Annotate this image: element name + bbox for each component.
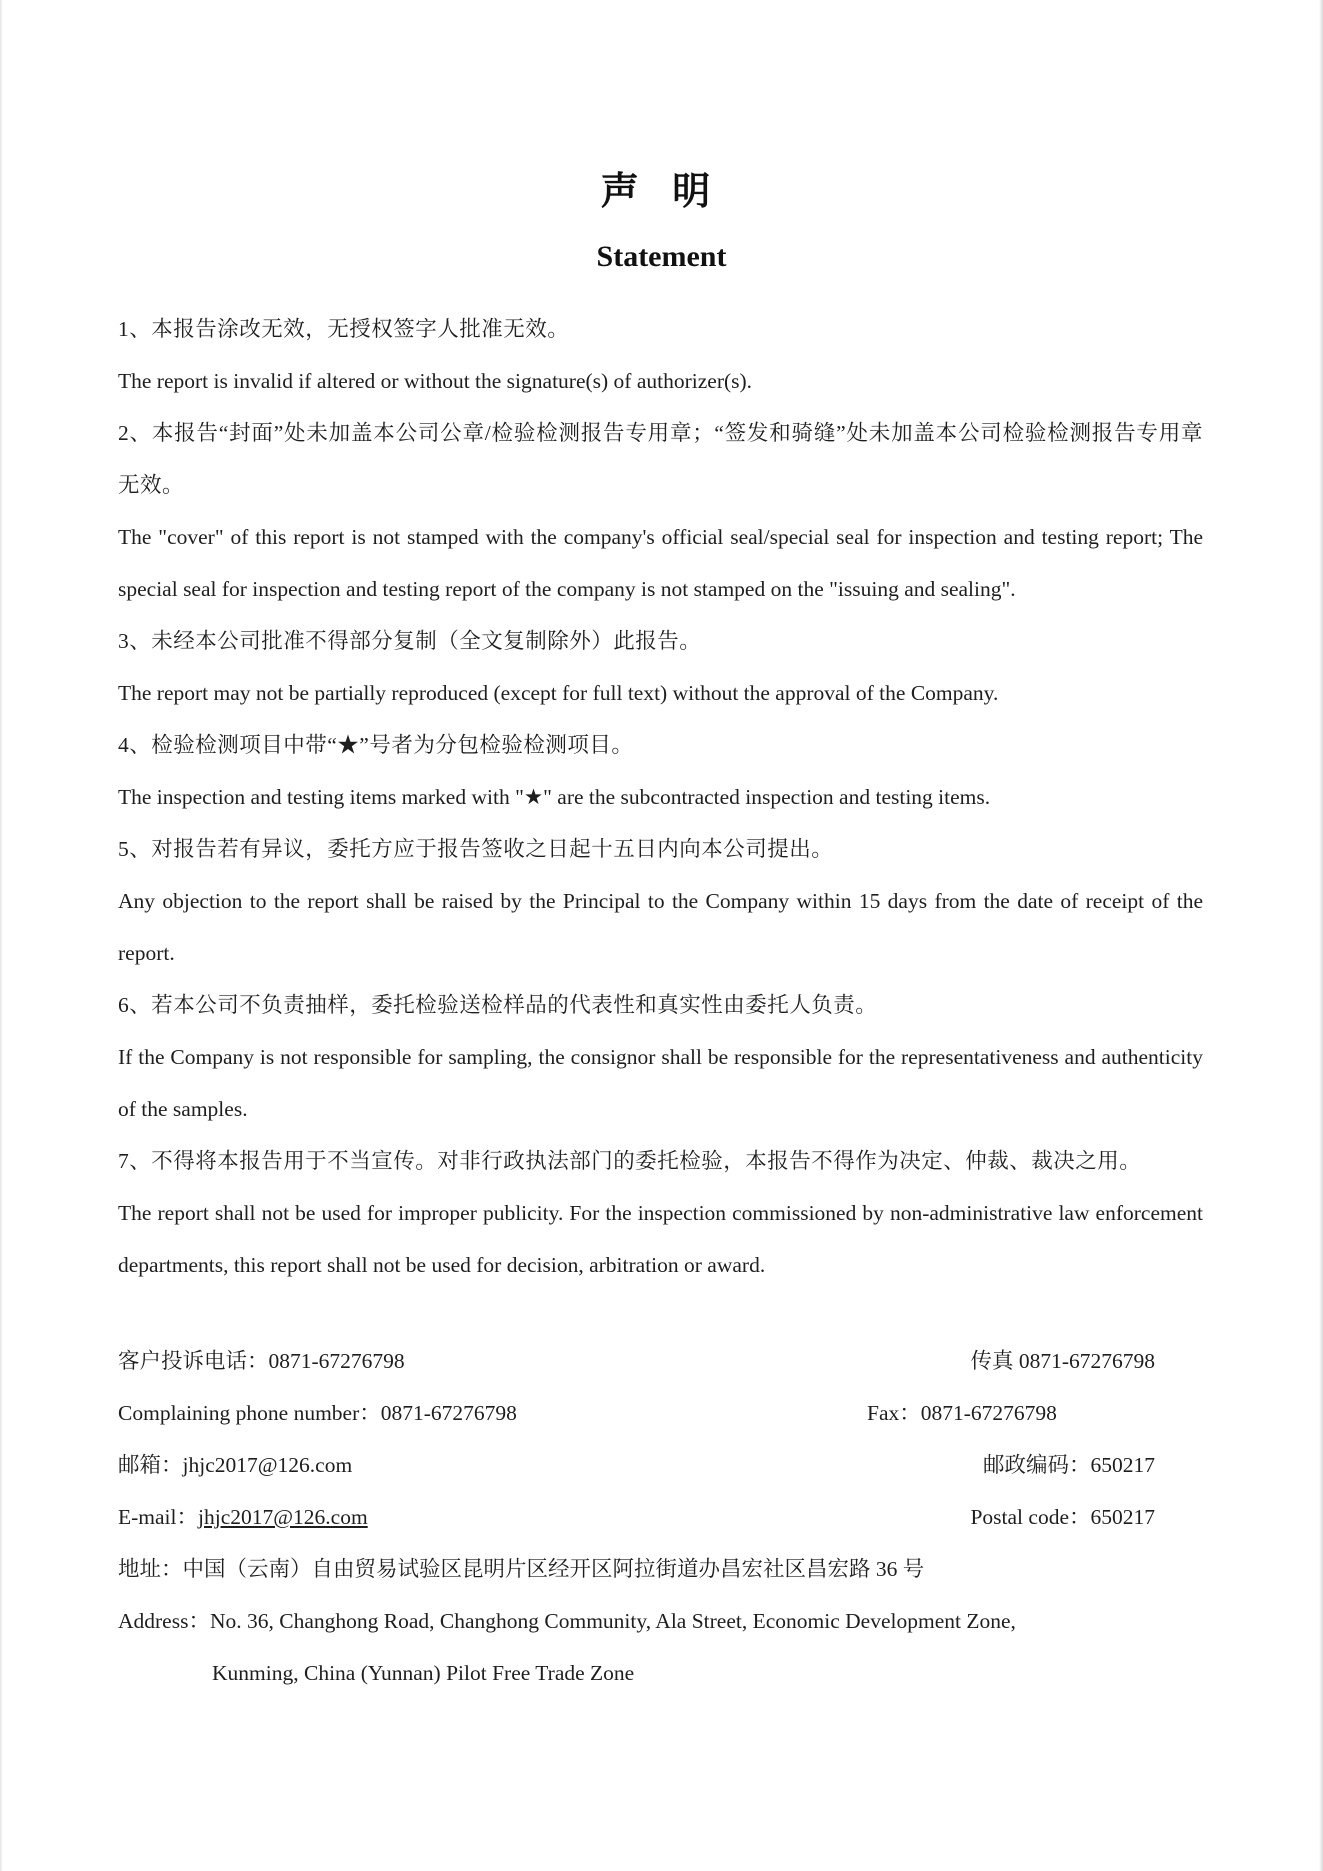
contact-row-address-en bbox=[118, 1595, 1203, 1647]
statement-1-en: The report is invalid if altered or without the signature(s) of authorizer(s). bbox=[118, 369, 753, 393]
page-title-en: Statement bbox=[596, 240, 727, 273]
email-en bbox=[118, 1491, 768, 1543]
contact-block bbox=[118, 1335, 1203, 1699]
postal-code-en: Postal code：650217 bbox=[970, 1505, 1155, 1529]
contact-row-address-cn bbox=[118, 1543, 1203, 1595]
email-link[interactable]: jhjc2017@126.com bbox=[198, 1505, 368, 1529]
statement-3-cn: 3、未经本公司批准不得部分复制（全文复制除外）此报告。 bbox=[118, 629, 702, 653]
statement-2-en: The "cover" of this report is not stamped with the company's official seal/special seal for inspection and testing report; The special seal for inspection and testing report of the company is not stamped on the "issuing and sealing". bbox=[118, 525, 1203, 601]
statement-5-cn: 5、对报告若有异议，委托方应于报告签收之日起十五日内向本公司提出。 bbox=[118, 837, 834, 861]
statement-5-en: Any objection to the report shall be raised by the Principal to the Company within 15 days from the date of receipt of the report. bbox=[118, 889, 1203, 965]
scan-left-edge bbox=[0, 0, 3, 1871]
statement-7-cn: 7、不得将本报告用于不当宣传。对非行政执法部门的委托检验，本报告不得作为决定、仲裁、裁决之用。 bbox=[118, 1149, 1142, 1173]
contact-row-phone-en bbox=[118, 1387, 1203, 1439]
page-title-cn: 声 明 bbox=[600, 171, 723, 213]
statement-7-en: The report shall not be used for improper publicity. For the inspection commissioned by non-administrative law enforcement departments, this report shall not be used for decision, arbitration or award. bbox=[118, 1201, 1203, 1277]
address-cn: 地址：中国（云南）自由贸易试验区昆明片区经开区阿拉街道办昌宏社区昌宏路 36 号 bbox=[118, 1557, 925, 1581]
email-en-label: E-mail： bbox=[118, 1505, 199, 1529]
fax-en: Fax：0871-67276798 bbox=[867, 1401, 1057, 1425]
fax-cn: 传真 0871-67276798 bbox=[970, 1349, 1155, 1373]
contact-row-phone-cn bbox=[118, 1335, 1203, 1387]
email-cn: 邮箱：jhjc2017@126.com bbox=[118, 1453, 353, 1477]
complaint-phone-cn: 客户投诉电话：0871-67276798 bbox=[118, 1349, 405, 1373]
statement-list bbox=[118, 303, 1203, 1291]
statement-4-cn: 4、检验检测项目中带“★”号者为分包检验检测项目。 bbox=[118, 733, 634, 757]
statement-1-cn: 1、本报告涂改无效，无授权签字人批准无效。 bbox=[118, 317, 570, 341]
contact-row-email-en bbox=[118, 1491, 1203, 1543]
scan-right-edge bbox=[1319, 0, 1323, 1871]
statement-6-en: If the Company is not responsible for sampling, the consignor shall be responsible for the representativeness and authenticity of the samples. bbox=[118, 1045, 1203, 1121]
statement-2-cn: 2、本报告“封面”处未加盖本公司公章/检验检测报告专用章；“签发和骑缝”处未加盖本公司检验检测报告专用章无效。 bbox=[118, 421, 1203, 497]
contact-row-address-en-2 bbox=[118, 1647, 1203, 1699]
address-en-line1: Address：No. 36, Changhong Road, Changhong Community, Ala Street, Economic Development Zone, bbox=[118, 1609, 1016, 1633]
contact-row-email-cn bbox=[118, 1439, 1203, 1491]
postal-code-cn: 邮政编码：650217 bbox=[982, 1453, 1155, 1477]
statement-3-en: The report may not be partially reproduced (except for full text) without the approval of the Company. bbox=[118, 681, 999, 705]
statement-4-en: The inspection and testing items marked with "★" are the subcontracted inspection and testing items. bbox=[118, 785, 991, 809]
statement-6-cn: 6、若本公司不负责抽样，委托检验送检样品的代表性和真实性由委托人负责。 bbox=[118, 993, 878, 1017]
address-en-line2: Kunming, China (Yunnan) Pilot Free Trade Zone bbox=[212, 1661, 635, 1685]
complaint-phone-en: Complaining phone number：0871-67276798 bbox=[118, 1401, 517, 1425]
